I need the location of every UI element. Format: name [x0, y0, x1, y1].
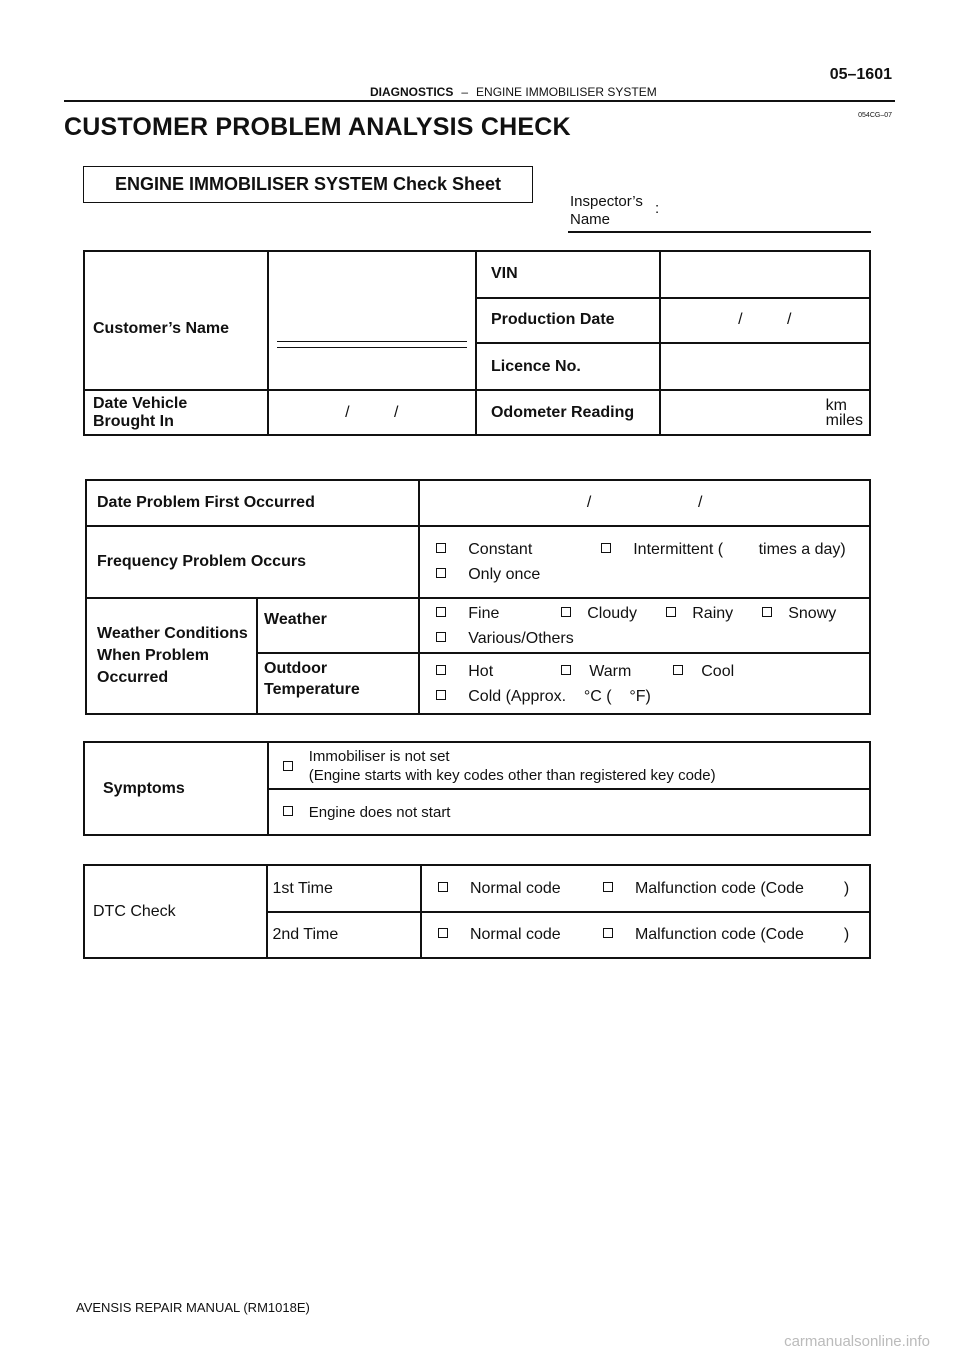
- odometer-label: Odometer Reading: [476, 390, 660, 435]
- date-brought-in-field[interactable]: [268, 390, 476, 435]
- first-occurred-label: Date Problem First Occurred: [86, 480, 419, 526]
- vin-field[interactable]: [660, 251, 870, 298]
- option-intermittent: Intermittent ( times a day): [633, 541, 846, 558]
- customer-name-double-line: [277, 341, 467, 348]
- date-brought-in-line1: Date Vehicle: [93, 394, 188, 412]
- option-constant: Constant: [468, 541, 533, 558]
- first-occurred-field[interactable]: [419, 480, 870, 526]
- header-subsection: ENGINE IMMOBILISER SYSTEM: [476, 85, 657, 99]
- checkbox-only-once[interactable]: [436, 568, 446, 578]
- watermark: carmanualsonline.info: [784, 1333, 930, 1350]
- checkbox-snowy[interactable]: [762, 607, 772, 617]
- weather-conditions-line3: Occurred: [97, 669, 169, 686]
- header-section: DIAGNOSTICS: [370, 85, 454, 99]
- dtc-second-time-label: 2nd Time: [267, 912, 421, 958]
- temperature-options: [419, 653, 870, 714]
- option-hot: Hot: [468, 662, 494, 680]
- weather-conditions-line2: When Problem: [97, 647, 210, 664]
- header-rule: [64, 100, 895, 102]
- checkbox-cloudy[interactable]: [561, 607, 571, 617]
- inspector-colon: :: [655, 200, 660, 217]
- dtc-first-time-options: [421, 865, 870, 912]
- checkbox-second-normal[interactable]: [438, 928, 448, 938]
- production-date-separators: / /: [738, 311, 792, 329]
- checkbox-various-others[interactable]: [436, 632, 446, 642]
- inspector-name-field[interactable]: [568, 231, 871, 233]
- outdoor-temperature-line1: Outdoor: [264, 660, 328, 677]
- symptom-not-set-line1: Immobiliser is not set: [308, 747, 450, 765]
- first-occurred-separators: / /: [586, 494, 703, 511]
- first-normal-code: Normal code: [469, 879, 561, 897]
- dtc-check-table: [83, 864, 871, 959]
- figure-code: 054CG–07: [858, 112, 892, 119]
- footer-manual-title: AVENSIS REPAIR MANUAL (RM1018E): [76, 1300, 310, 1315]
- page-number: 05–1601: [829, 66, 892, 83]
- second-normal-code: Normal code: [469, 926, 561, 943]
- symptom-no-start-text: Engine does not start: [308, 803, 451, 821]
- symptoms-table: [83, 741, 871, 836]
- frequency-label: Frequency Problem Occurs: [86, 526, 419, 598]
- checkbox-constant[interactable]: [436, 543, 446, 553]
- option-various-others: Various/Others: [468, 629, 574, 647]
- frequency-options: [419, 526, 870, 598]
- option-fine: Fine: [468, 604, 500, 622]
- inspector-label-line1: Inspector’s: [570, 193, 643, 210]
- weather-conditions-line1: Weather Conditions: [97, 625, 248, 642]
- first-malfunction-code: Malfunction code (Code ): [634, 879, 850, 897]
- page-title: CUSTOMER PROBLEM ANALYSIS CHECK: [64, 113, 571, 141]
- production-date-field[interactable]: [660, 298, 870, 344]
- weather-conditions-label: [86, 598, 257, 714]
- odometer-unit-km: km: [825, 396, 847, 414]
- symptoms-label: Symptoms: [84, 742, 268, 835]
- checkbox-immobiliser-not-set[interactable]: [283, 761, 293, 771]
- checkbox-engine-does-not-start[interactable]: [283, 806, 293, 816]
- checkbox-fine[interactable]: [436, 607, 446, 617]
- option-rainy: Rainy: [692, 604, 734, 622]
- vehicle-info-table: [83, 250, 871, 436]
- option-warm: Warm: [589, 662, 632, 680]
- customer-name-field[interactable]: [268, 251, 476, 390]
- production-date-label: Production Date: [476, 298, 660, 344]
- check-sheet-title: [83, 166, 533, 203]
- odometer-field[interactable]: [660, 390, 870, 435]
- option-only-once: Only once: [468, 566, 541, 583]
- option-cloudy: Cloudy: [587, 604, 638, 622]
- checkbox-hot[interactable]: [436, 665, 446, 675]
- date-brought-in-label: [84, 390, 268, 435]
- checkbox-cold[interactable]: [436, 690, 446, 700]
- odometer-unit-miles: miles: [825, 411, 863, 429]
- checkbox-warm[interactable]: [561, 665, 571, 675]
- running-header: [370, 85, 657, 99]
- checkbox-first-normal[interactable]: [438, 882, 448, 892]
- vin-label: VIN: [476, 251, 660, 298]
- licence-no-field[interactable]: [660, 343, 870, 390]
- checkbox-second-malfunction[interactable]: [603, 928, 613, 938]
- weather-options: [419, 598, 870, 653]
- inspector-label-line2: Name: [570, 211, 611, 228]
- customer-name-label: [84, 251, 268, 390]
- licence-no-label: Licence No.: [476, 343, 660, 390]
- checkbox-rainy[interactable]: [666, 607, 676, 617]
- option-cold: Cold (Approx. °C ( °F): [468, 687, 651, 705]
- problem-conditions-table: [85, 479, 871, 715]
- check-sheet-title-text: ENGINE IMMOBILISER SYSTEM Check Sheet: [114, 174, 502, 194]
- header-separator: –: [461, 85, 469, 99]
- dtc-first-time-label: 1st Time: [267, 865, 421, 912]
- symptom-not-set-line2: (Engine starts with key codes other than registered key code): [308, 766, 716, 784]
- checkbox-first-malfunction[interactable]: [603, 882, 613, 892]
- outdoor-temperature-line2: Temperature: [264, 681, 360, 698]
- symptom-option-not-set: [268, 742, 870, 789]
- date-brought-in-line2: Brought In: [93, 412, 174, 430]
- option-snowy: Snowy: [788, 604, 837, 622]
- symptom-option-no-start: [268, 789, 870, 835]
- outdoor-temperature-label: [257, 653, 419, 714]
- date-brought-in-separators: / /: [345, 403, 399, 421]
- checkbox-cool[interactable]: [673, 665, 683, 675]
- option-cool: Cool: [701, 662, 735, 680]
- customer-name-text: Customer’s Name: [93, 319, 230, 337]
- inspector-label: [570, 193, 643, 229]
- dtc-check-label: DTC Check: [84, 865, 267, 958]
- second-malfunction-code: Malfunction code (Code ): [634, 926, 850, 943]
- checkbox-intermittent[interactable]: [601, 543, 611, 553]
- weather-label: Weather: [257, 598, 419, 653]
- dtc-second-time-options: [421, 912, 870, 958]
